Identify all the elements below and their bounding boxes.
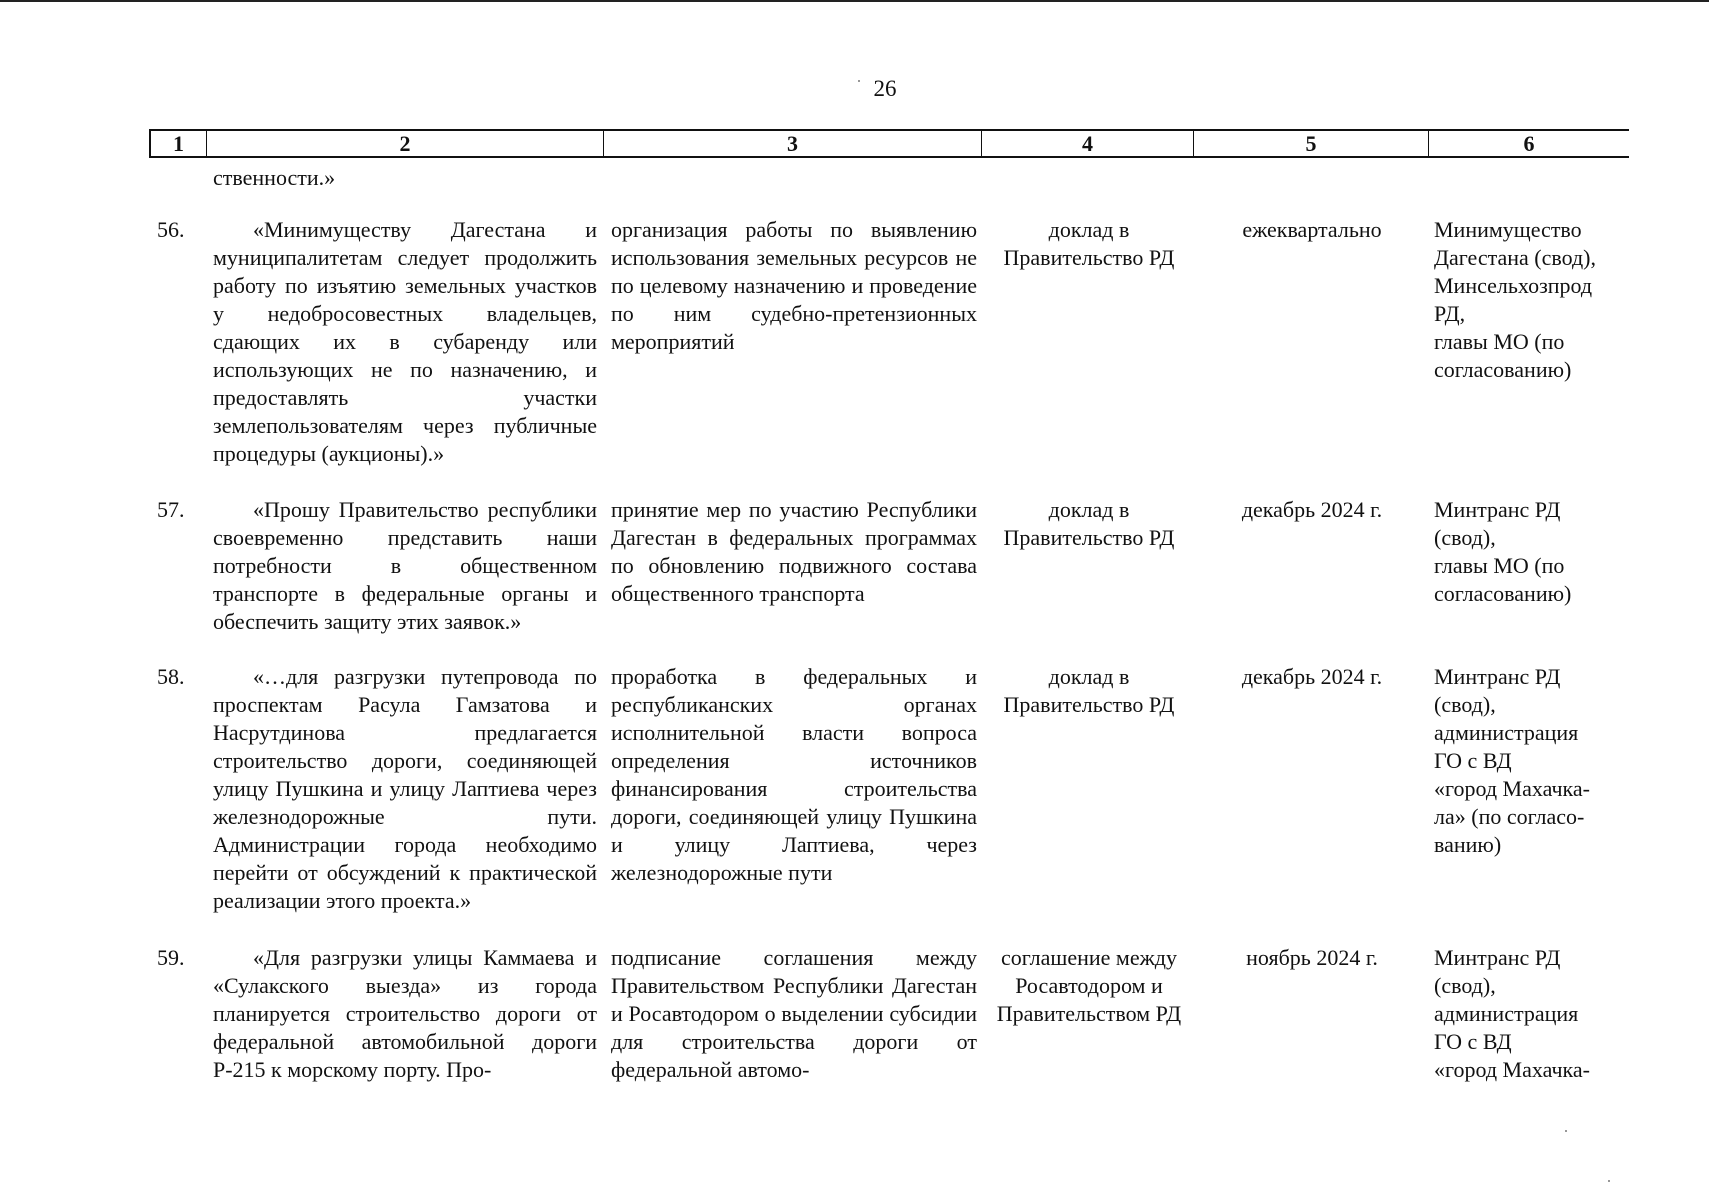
top-border-line — [0, 0, 1709, 2]
row-number: 57. — [157, 497, 185, 522]
header-cell-4: 4 — [981, 131, 1193, 156]
row-deadline: декабрь 2024 г. — [1241, 497, 1383, 522]
header-cell-5: 5 — [1193, 131, 1428, 156]
row-quote-text: «Прошу Правительство республики своевременно представить наши потребности в общественном транспорте в федеральные органы и обеспечить защиту этих заявок.» — [213, 497, 597, 634]
header-cell-6: 6 — [1428, 131, 1629, 156]
page-number: 26 — [873, 76, 897, 101]
row-responsible: Минимущество Дагестана (свод), Минсельхозпрод РД, главы МО (по согласованию) — [1434, 217, 1596, 382]
row-report-form: соглашение между Росавтодором и Правительством РД — [996, 945, 1182, 1026]
header-cell-2: 2 — [206, 131, 603, 156]
scan-speck — [1608, 1180, 1610, 1182]
row-measure-text: принятие мер по участию Республики Дагестан в федеральных программах по обновлению подвижного состава общественного транспорта — [611, 497, 977, 606]
table-header-row — [149, 129, 1629, 158]
row-report-form: доклад в Правительство РД — [1003, 497, 1175, 550]
row-number: 58. — [157, 664, 185, 689]
scan-speck — [858, 80, 860, 82]
scan-speck — [1565, 1130, 1567, 1132]
row-quote-text: «Для разгрузки улицы Каммаева и «Сулакского выезда» из города планируется строительство дороги от федеральной автомобильной дороги Р-215 к морскому порту. Про- — [213, 945, 597, 1082]
row-report-form: доклад в Правительство РД — [1003, 664, 1175, 717]
row-responsible: Минтранс РД (свод), администрация ГО с ВД «город Махачка- — [1434, 945, 1590, 1082]
row-number: 56. — [157, 217, 185, 242]
row-quote-text: «Минимуществу Дагестана и муниципалитетам следует продолжить работу по изъятию земельных участков у недобросовестных владельцев, сдающих их в субаренду или использующих не по назначению, и предоставлять участки землепользователям через публичные процедуры (аукционы).» — [213, 217, 597, 466]
row-number: 59. — [157, 945, 185, 970]
row-responsible: Минтранс РД (свод), главы МО (по согласованию) — [1434, 497, 1572, 606]
header-cell-3: 3 — [603, 131, 981, 156]
row-deadline: ноябрь 2024 г. — [1246, 945, 1378, 970]
row-measure-text: организация работы по выявлению использования земельных ресурсов не по целевому назначению и проведение по ним судебно-претензионных мероприятий — [611, 217, 977, 354]
row-responsible: Минтранс РД (свод), администрация ГО с ВД «город Махачка- ла» (по согласо- ванию) — [1434, 664, 1590, 857]
row-deadline: декабрь 2024 г. — [1241, 664, 1383, 689]
row-quote-text: «…для разгрузки путепровода по проспектам Расула Гамзатова и Насрутдинова предлагается строительство дороги, соединяющей улицу Пушкина и улицу Лаптиева через железнодорожные пути. Администрации города необходимо перейти от обсуждений к практической реализации этого проекта.» — [213, 664, 597, 913]
row-report-form: доклад в Правительство РД — [1003, 217, 1175, 270]
row-measure-text: проработка в федеральных и республиканских органах исполнительной власти вопроса определения источников финансирования строительства дороги, соединяющей улицу Пушкина и улицу Лаптиева, через железнодорожные пути — [611, 664, 977, 885]
continuation-text: ственности.» — [213, 165, 336, 190]
header-cell-1: 1 — [149, 131, 206, 156]
row-measure-text: подписание соглашения между Правительством Республики Дагестан и Росавтодором о выделении субсидии для строительства дороги от федеральной автомо- — [611, 945, 977, 1082]
row-deadline: ежеквартально — [1242, 217, 1382, 242]
